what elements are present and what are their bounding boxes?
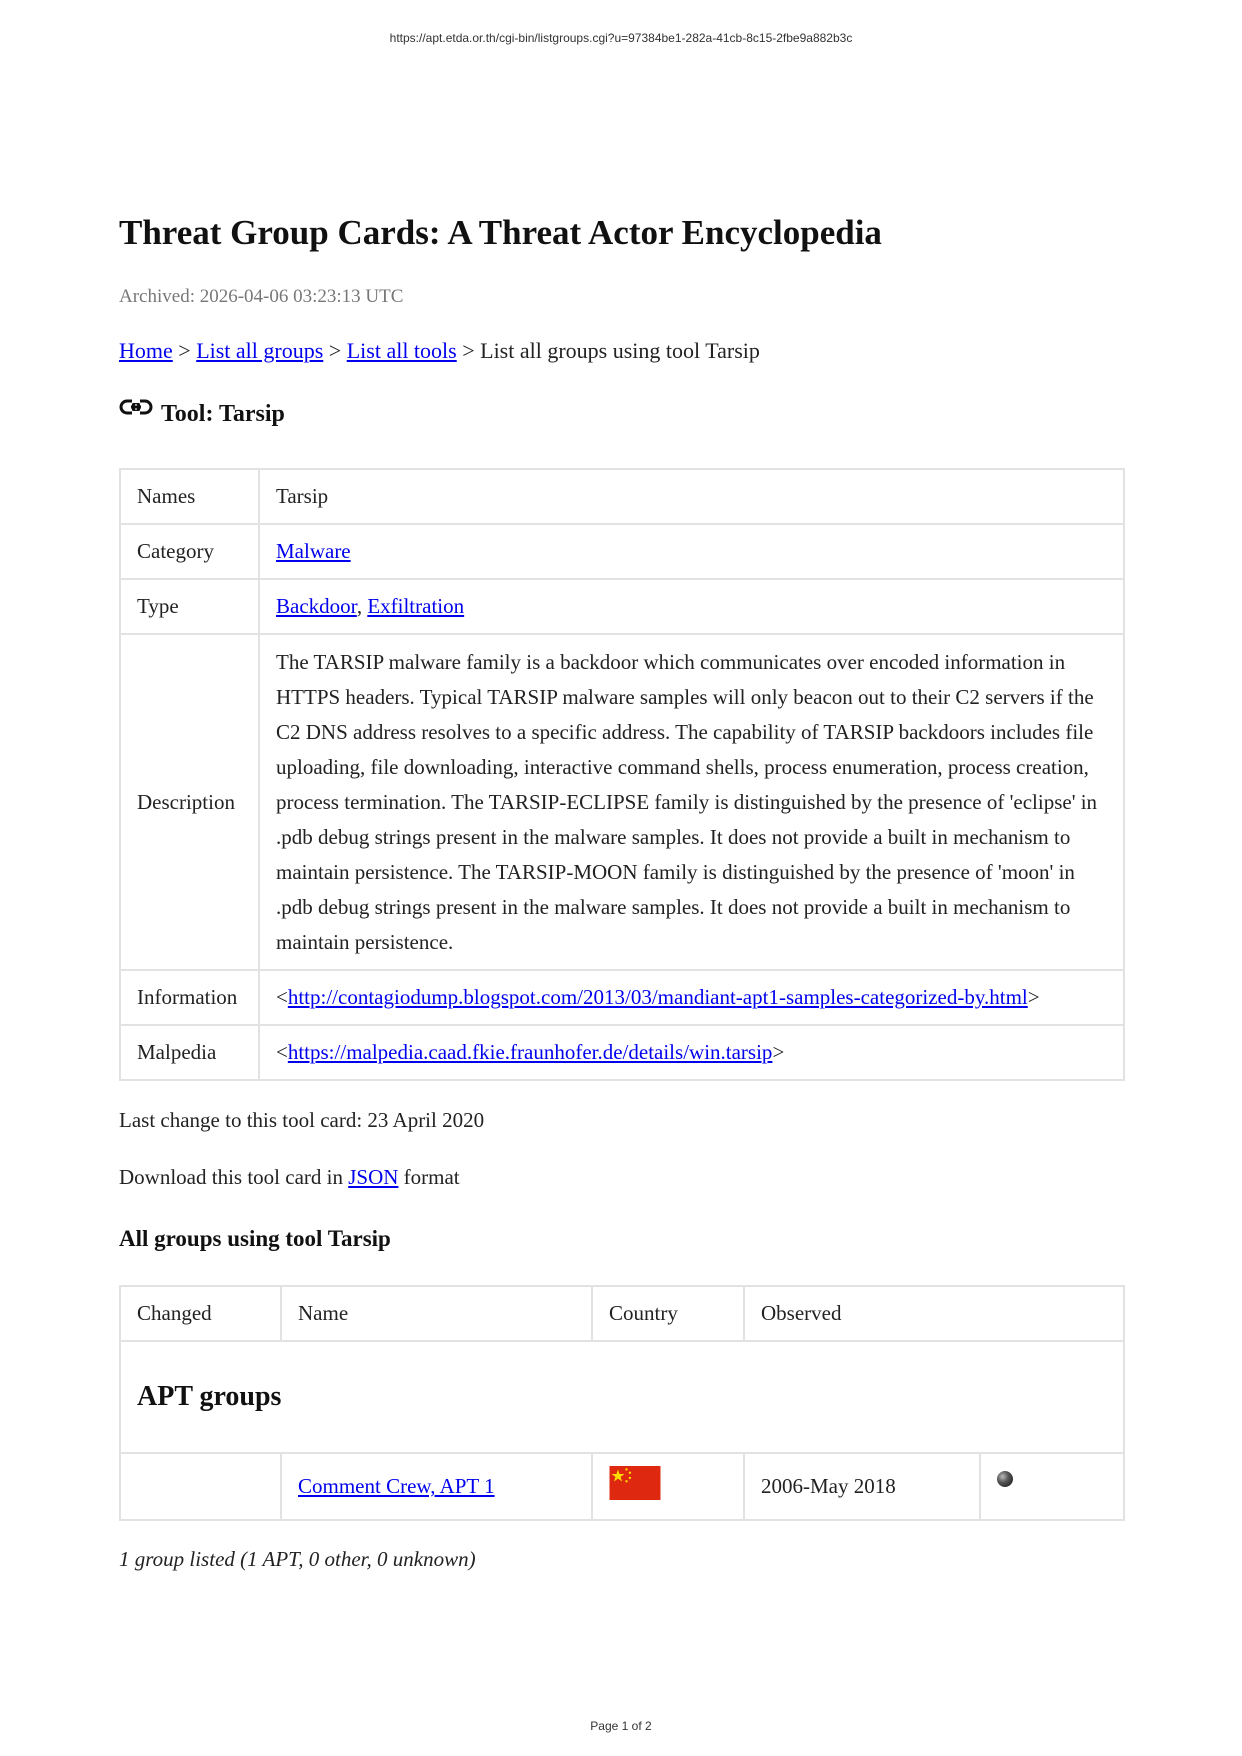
- information-link[interactable]: http://contagiodump.blogspot.com/2013/03/mandiant-apt1-samples-categorized-by.html: [287, 985, 1028, 1009]
- china-flag-icon: [609, 1466, 661, 1500]
- angle-open: <: [276, 1040, 288, 1064]
- black-dot-icon: [997, 1471, 1013, 1487]
- section-title: APT groups: [137, 1381, 282, 1412]
- type-backdoor-link[interactable]: Backdoor: [276, 594, 357, 618]
- link-icon: [119, 398, 153, 418]
- names-value: Tarsip: [259, 469, 1124, 524]
- page-title: Threat Group Cards: A Threat Actor Encyclopedia: [119, 213, 882, 252]
- table-row: [120, 469, 1124, 524]
- status-cell: [980, 1453, 1124, 1520]
- category-link[interactable]: Malware: [276, 539, 351, 563]
- download-line: [119, 1165, 460, 1190]
- column-header-changed: Changed: [120, 1286, 281, 1341]
- section-row: [120, 1341, 1124, 1453]
- page-number: Page 1 of 2: [590, 1719, 652, 1733]
- table-row: [120, 970, 1124, 1025]
- changed-cell: [120, 1453, 281, 1520]
- information-label: Information: [120, 970, 259, 1025]
- description-label: Description: [120, 634, 259, 970]
- groups-heading: All groups using tool Tarsip: [119, 1226, 391, 1251]
- table-header-row: [120, 1286, 1124, 1341]
- type-exfiltration-link[interactable]: Exfiltration: [367, 594, 465, 618]
- type-cell: [259, 579, 1124, 634]
- archived-timestamp: Archived: 2026-04-06 03:23:13 UTC: [119, 286, 404, 307]
- last-change-text: Last change to this tool card: 23 April 2020: [119, 1108, 485, 1132]
- json-download-link[interactable]: JSON: [348, 1165, 399, 1189]
- table-row: [120, 1453, 1124, 1520]
- table-row: [120, 524, 1124, 579]
- angle-open: <: [276, 985, 288, 1009]
- malpedia-cell: [259, 1025, 1124, 1080]
- download-suffix: format: [398, 1165, 460, 1189]
- angle-close: >: [1027, 985, 1040, 1009]
- print-url: https://apt.etda.or.th/cgi-bin/listgroups.cgi?u=97384be1-282a-41cb-8c15-2fbe9a882b3c: [389, 31, 853, 45]
- description-value: The TARSIP malware family is a backdoor which communicates over encoded information in HTTPS headers. Typical TARSIP malware samples will only beacon out to their C2 servers if the C2 DNS address resolves to a specific address. The capability of TARSIP backdoors includes file uploading, file downloading, interactive command shells, process enumeration, process creation, process termination. The TARSIP-ECLIPSE family is distinguished by the presence of 'eclipse' in .pdb debug strings present in the malware samples. It does not provide a built in mechanism to maintain persistence. The TARSIP-MOON family is distinguished by the presence of 'moon' in .pdb debug strings present in the malware samples. It does not provide a built in mechanism to maintain persistence.: [259, 634, 1124, 970]
- tool-heading: [119, 401, 285, 428]
- country-cell: [592, 1453, 744, 1520]
- names-label: Names: [120, 469, 259, 524]
- type-label: Type: [120, 579, 259, 634]
- breadcrumb-separator: >: [323, 338, 347, 363]
- breadcrumb-current: > List all groups using tool Tarsip: [456, 338, 760, 363]
- breadcrumb-tools-link[interactable]: List all tools: [346, 338, 457, 363]
- group-link[interactable]: Comment Crew, APT 1: [298, 1474, 495, 1498]
- section-cell: [120, 1341, 1124, 1453]
- malpedia-link[interactable]: https://malpedia.caad.fkie.fraunhofer.de/details/win.tarsip: [287, 1040, 773, 1064]
- tool-heading-label: Tool: Tarsip: [161, 401, 285, 427]
- column-header-name: Name: [281, 1286, 592, 1341]
- observed-cell: 2006-May 2018: [744, 1453, 980, 1520]
- column-header-observed: Observed: [744, 1286, 1124, 1341]
- malpedia-label: Malpedia: [120, 1025, 259, 1080]
- table-row: [120, 579, 1124, 634]
- breadcrumb-groups-link[interactable]: List all groups: [196, 338, 324, 363]
- name-cell: [281, 1453, 592, 1520]
- tool-info-table: [119, 468, 1125, 1081]
- breadcrumb: [119, 338, 760, 364]
- groups-table: [119, 1285, 1125, 1521]
- type-separator: ,: [356, 594, 368, 618]
- table-row: [120, 634, 1124, 970]
- category-label: Category: [120, 524, 259, 579]
- table-row: [120, 1025, 1124, 1080]
- breadcrumb-home-link[interactable]: Home: [119, 338, 173, 363]
- breadcrumb-separator: >: [172, 338, 197, 363]
- column-header-country: Country: [592, 1286, 744, 1341]
- download-prefix: Download this tool card in: [119, 1165, 349, 1189]
- information-cell: [259, 970, 1124, 1025]
- angle-close: >: [772, 1040, 785, 1064]
- category-cell: [259, 524, 1124, 579]
- groups-summary: 1 group listed (1 APT, 0 other, 0 unknown): [119, 1547, 476, 1571]
